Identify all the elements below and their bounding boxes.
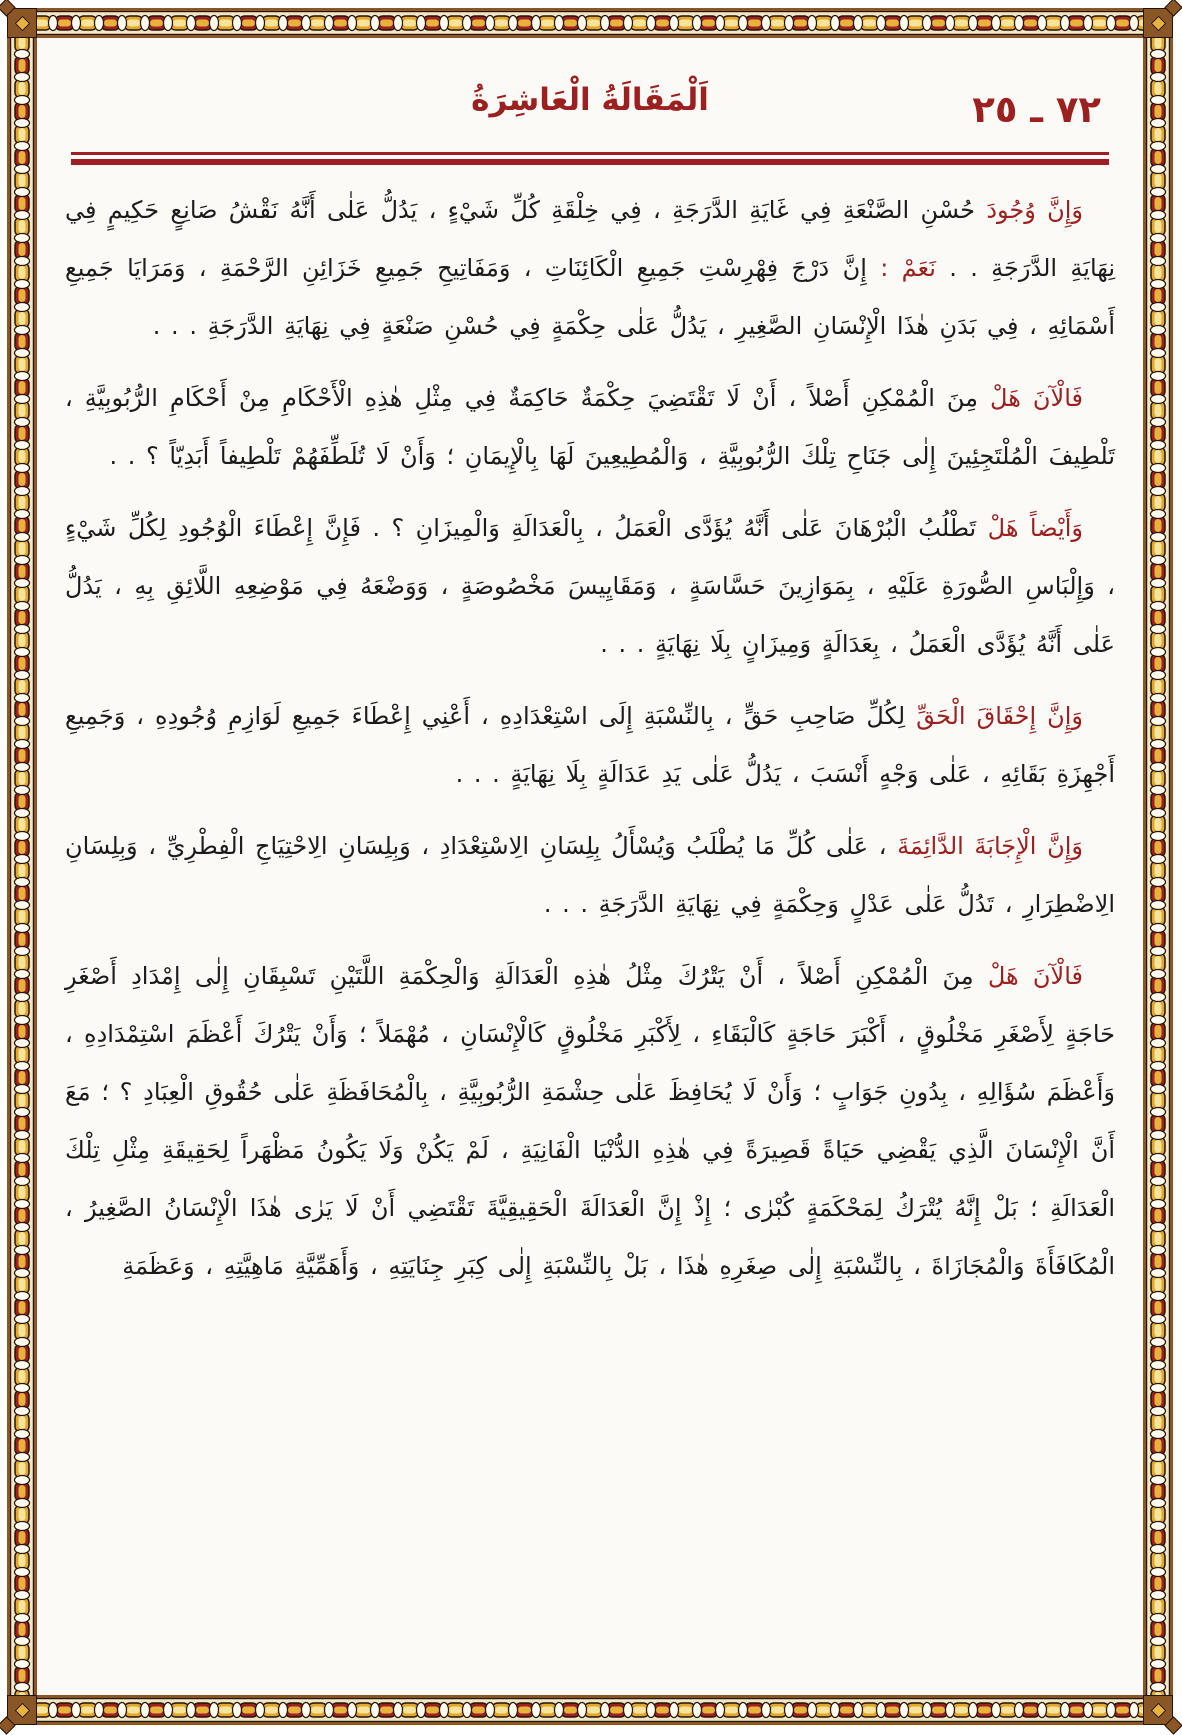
paragraph [66, 947, 1116, 1295]
page-title: اَلْمَقَالَةُ الْعَاشِرَةُ [472, 82, 710, 118]
body-text-segment: لِكُلِّ صَاحِبِ حَقٍّ ، بِالنِّسْبَةِ إِلَى اسْتِعْدَادِهِ ، أَعْنِي إِعْطَاءَ جَمِيعِ لَوَازِمِ وُجُودِهِ ، وَجَمِيعِ أَجْهِزَةِ بَقَائِهِ ، عَلٰى وَجْهٍ أَنْسَبَ ، يَدُلُّ عَلٰى يَدِ عَدَالَةٍ بِلَا نِهَايَةٍ . . . [66, 702, 1116, 788]
lead-phrase: وَإِنَّ وُجُودَ [987, 196, 1084, 224]
corner-finial-icon [0, 0, 17, 17]
body-text-segment: حُسْنِ الصَّنْعَةِ فِي غَايَةِ الدَّرَجَةِ ، فِي خِلْقَةِ كُلِّ شَيْءٍ ، يَدُلُّ عَلٰى أَنَّهُ نَقْشُ صَانِعٍ حَكِيمٍ فِي نِهَايَةِ الدَّرَجَةِ . . [66, 196, 1117, 282]
lead-phrase: نَعَمْ : [881, 254, 937, 282]
border-corner-icon [8, 8, 38, 38]
page-number: ٧٢ ـ ٢٥ [973, 88, 1102, 131]
body-text-segment: مِنَ الْمُمْكِنِ أَصْلاً ، أَنْ لَا تَقْتَضِيَ حِكْمَةٌ حَاكِمَةٌ فِي مِثْلِ هٰذِهِ الْأَحْكَامِ مِنْ أَحْكَامِ الرُّبُوبِيَّةِ ، تَلْطِيفَ الْمُلْتَجِئِينَ إِلٰى جَنَاحِ تِلْكَ الرُّبُوبِيَّةِ ، وَالْمُطِيعِينَ لَهَا بِالْإِيمَانِ ؛ وَأَنْ لَا تُلَطِّفَهُمْ تَلْطِيفاً أَبَدِيّاً ؟ . . [66, 384, 1116, 470]
corner-finial-icon [1165, 0, 1182, 17]
paragraph [66, 369, 1116, 485]
lead-phrase: وَإِنَّ إِحْقَاقَ الْحَقِّ [917, 702, 1084, 730]
border-corner-icon [1144, 8, 1174, 38]
corner-finial-icon [0, 1716, 17, 1734]
body-text-segment: تَطْلُبُ الْبُرْهَانَ عَلٰى أَنَّهُ يُؤَدَّى الْعَمَلُ ، بِالْعَدَالَةِ وَالْمِيزَانِ ؟ . فَإِنَّ إِعْطَاءَ الْوُجُودِ لِكُلِّ شَيْءٍ ، وَإِلْبَاسِ الصُّورَةِ عَلَيْهِ ، بِمَوَازِينَ حَسَّاسَةٍ ، وَمَقَايِيسَ مَخْصُوصَةٍ ، وَوَضْعَهُ فِي مَوْضِعِهِ اللَّائِقِ بِهِ ، يَدُلُّ عَلٰى أَنَّهُ يُؤَدَّى الْعَمَلُ ، بِعَدَالَةٍ وَمِيزَانٍ بِلَا نِهَايَةٍ . . . [66, 514, 1116, 658]
border-left [8, 8, 38, 1725]
paragraph [66, 499, 1116, 673]
body-text-segment: إِنَّ دَرْجَ فِهْرِسْتِ جَمِيعِ الْكَائِنَاتِ ، وَمَفَاتِيحِ جَمِيعِ خَزَائِنِ الرَّحْمَةِ ، وَمَرَايَا جَمِيعِ أَسْمَائِهِ ، فِي بَدَنِ هٰذَا الْإِنْسَانِ الصَّغِيرِ ، يَدُلُّ عَلٰى حِكْمَةٍ فِي حُسْنِ صَنْعَةٍ فِي نِهَايَةِ الدَّرَجَةِ . . . [66, 254, 1116, 340]
lead-phrase: وَإِنَّ الْإِجَابَةَ الدَّائِمَةَ [898, 832, 1084, 860]
body-text-segment: ، عَلٰى كُلِّ مَا يُطْلَبُ وَيُسْأَلُ بِلِسَانِ الِاسْتِعْدَادِ ، وَبِلِسَانِ الِاحْتِيَاجِ الْفِطْرِيِّ ، وَبِلِسَانِ الِاضْطِرَارِ ، تَدُلُّ عَلٰى عَدْلٍ وَحِكْمَةٍ فِي نِهَايَةِ الدَّرَجَةِ . . . [66, 832, 1116, 918]
lead-phrase: وَأَيْضاً هَلْ [988, 514, 1084, 542]
title-divider [72, 152, 1110, 165]
page-header [66, 62, 1116, 136]
paragraph [66, 181, 1116, 355]
border-top [8, 8, 1174, 38]
border-corner-icon [1144, 1695, 1174, 1725]
body-text-segment: مِنَ الْمُمْكِنِ أَصْلاً ، أَنْ يَتْرُكَ مِثْلُ هٰذِهِ الْعَدَالَةِ وَالْحِكْمَةِ اللَّتَيْنِ تَسْبِقَانِ إِلٰى إِمْدَادِ أَصْغَرِ حَاجَةٍ لِأَصْغَرِ مَخْلُوقٍ ، أَكْبَرَ حَاجَةٍ كَالْبَقَاءِ ، لِأَكْبَرِ مَخْلُوقٍ كَالْإِنْسَانِ ، مُهْمَلاً ؛ وَأَنْ يَتْرُكَ أَعْظَمَ اسْتِمْدَادِهِ ، وَأَعْظَمَ سُؤَالِهِ ، بِدُونِ جَوَابٍ ؛ وَأَنْ لَا يُحَافِظَ عَلٰى حِشْمَةِ الرُّبُوبِيَّةِ ، بِالْمُحَافَظَةِ عَلٰى حُقُوقِ الْعِبَادِ ؟ ؛ مَعَ أَنَّ الْإِنْسَانَ الَّذِي يَقْضِي حَيَاةً قَصِيرَةً فِي هٰذِهِ الدُّنْيَا الْفَانِيَةِ ، لَمْ يَكُنْ وَلَا يَكُونُ مَظْهَراً لِحَقِيقَةِ مِثْلِ تِلْكَ الْعَدَالَةِ ؛ بَلْ إِنَّهُ يُتْرَكُ لِمَحْكَمَةٍ كُبْرٰى ؛ إِذْ إِنَّ الْعَدَالَةَ الْحَقِيقِيَّةَ تَقْتَضِي أَنْ لَا يَرٰى هٰذَا الْإِنْسَانُ الصَّغِيرُ ، الْمُكَافَأَةَ وَالْمُجَازَاةَ ، بِالنِّسْبَةِ إِلٰى صِغَرِهِ هٰذَا ، بَلْ بِالنِّسْبَةِ إِلٰى كِبَرِ جِنَايَتِهِ ، وَأَهَمِّيَّةِ مَاهِيَّتِهِ ، وَعَظَمَةِ [66, 962, 1116, 1280]
border-corner-icon [8, 1695, 38, 1725]
page-content [38, 38, 1144, 1695]
border-right [1144, 8, 1174, 1725]
lead-phrase: فَالْآنَ هَلْ [988, 962, 1084, 990]
body-paragraphs [66, 181, 1116, 1295]
corner-finial-icon [1165, 1716, 1182, 1734]
border-bottom [8, 1695, 1174, 1725]
lead-phrase: فَالْآنَ هَلْ [991, 384, 1085, 412]
paragraph [66, 817, 1116, 933]
paragraph [66, 687, 1116, 803]
